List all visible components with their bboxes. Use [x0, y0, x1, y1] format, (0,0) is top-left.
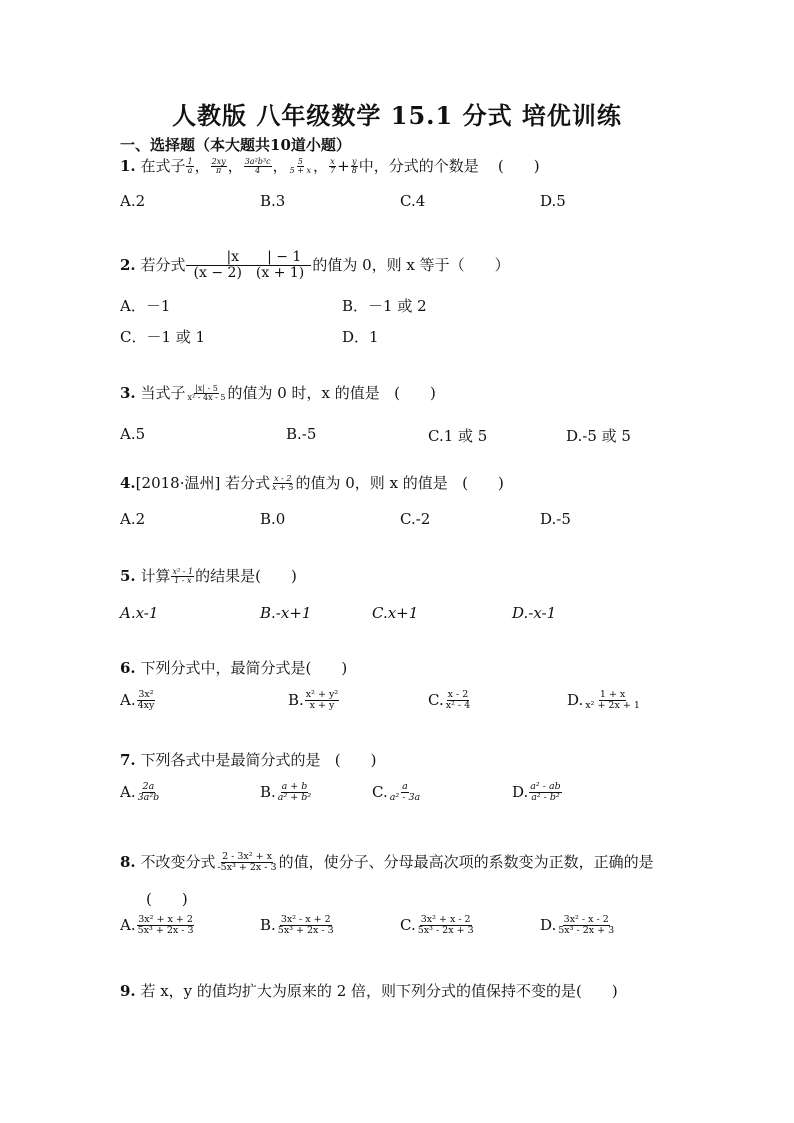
question-6: 6. 下列分式中，最简分式是 ( )	[120, 659, 348, 677]
option-b: B. $\frac{\text{x² + y²}}{x + y}$	[288, 689, 339, 711]
fraction: $\frac{\text{2 - 3x² + x}}{\text{-5x³ + 2x - 3}}$	[217, 851, 277, 873]
option-c: C. $\frac{x - 2}{\text{x² - 4}}$	[428, 689, 471, 711]
option-d: D.-5	[540, 510, 571, 528]
option-b: B.0	[260, 510, 286, 528]
question-4: 4. [2018·温州] 若分式 $\frac{x - 2}{x + 5}$ 的值为 0，则 x 的值是 ( )	[120, 474, 504, 493]
answer-blank: ( )	[255, 567, 297, 586]
option-d: D.-x-1	[512, 604, 557, 622]
option-a: A. $\frac{2a}{\text{3a²b}}$	[120, 781, 160, 803]
section-heading: 一、选择题（本大题共10道小题）	[120, 136, 351, 154]
document-title: 人教版 八年级数学 15.1 分式 培优训练	[172, 101, 622, 130]
fraction: $\frac{|x | - 1}{(x - 2) (x + 1)}$	[186, 250, 311, 280]
option-c: C. $\frac{a}{\text{a² - 3a}}$	[372, 781, 421, 803]
option-b: B.-5	[286, 425, 317, 443]
fraction: $\frac{a + b}{\text{a² + b²}}$	[277, 781, 312, 803]
option-a: A. $\frac{\text{3x²}}{4xy}$	[120, 689, 155, 711]
fraction: $\frac{\text{3x² + x + 2}}{\text{5x³ + 2x - 3}}$	[137, 914, 194, 936]
option-c: C.1 或 5	[428, 427, 488, 445]
fraction: $\frac{2a}{\text{3a²b}}$	[137, 781, 160, 803]
answer-blank: ( )	[462, 474, 504, 493]
fraction: $\frac{2xy}{\pi}$	[211, 157, 226, 176]
option-a: A.x-1	[120, 604, 159, 622]
fraction: $\frac{\text{3x² + x - 2}}{\text{5x³ - 2x + 3}}$	[417, 914, 474, 936]
option-a: A．－1	[120, 297, 171, 315]
question-3: 3. 当式子 $\frac{|x| - 5}{\text{x² - 4x - 5}}$ 的值为 0 时，x 的值是 ( )	[120, 384, 436, 403]
fraction: $\frac{\text{x² + y²}}{x + y}$	[305, 689, 339, 711]
fraction: $\frac{x - 2}{x + 5}$	[272, 474, 294, 493]
option-d: D．1	[342, 328, 379, 346]
option-d: D. $\frac{1 + x}{\text{x² + 2x + 1}}$	[567, 689, 640, 711]
fraction: $\frac{1 + x}{\text{x² + 2x + 1}}$	[585, 689, 640, 711]
answer-blank: ( )	[305, 659, 348, 677]
fraction: $\frac{\text{3x² - x - 2}}{\text{5x³ - 2x + 3}}$	[558, 914, 615, 936]
fraction: $\frac{5}{5 + x}$	[289, 157, 311, 176]
option-c: C.-2	[400, 510, 431, 528]
fraction: $\frac{\text{a² - ab}}{\text{a² - b²}}$	[530, 781, 561, 803]
option-b: B．－1 或 2	[342, 297, 427, 315]
question-number: 3.	[120, 384, 136, 403]
option-b: B.-x+1	[260, 604, 312, 622]
fraction: $\frac{x - 2}{\text{x² - 4}}$	[445, 689, 471, 711]
option-c: C．－1 或 1	[120, 328, 206, 346]
answer-blank: ( )	[576, 982, 618, 1000]
fraction: $\frac{y}{8}$	[351, 157, 357, 176]
question-5: 5. 计算 $\frac{\text{x² - 1}}{1 - x}$ 的结果是 ( )	[120, 567, 297, 586]
fraction: $\frac{a}{\text{a² - 3a}}$	[389, 781, 421, 803]
question-number: 6.	[120, 659, 136, 677]
option-b: B.3	[260, 192, 286, 210]
question-number: 5.	[120, 567, 136, 586]
option-d: D. $\frac{\text{3x² - x - 2}}{\text{5x³ - 2x + 3}}$	[540, 914, 615, 936]
option-a: A.2	[120, 510, 146, 528]
fraction: $\frac{\text{3a²b³c}}{4}$	[244, 157, 271, 176]
option-d: D.-5 或 5	[566, 427, 631, 445]
fraction: $\frac{1}{a}$	[187, 157, 193, 176]
question-number: 8.	[120, 852, 136, 871]
fraction: $\frac{\text{3x²}}{4xy}$	[137, 689, 155, 711]
option-a: A.5	[120, 425, 146, 443]
option-a: A.2	[120, 192, 146, 210]
question-number: 1.	[120, 157, 136, 176]
answer-blank: ( )	[146, 890, 188, 908]
option-c: C. $\frac{\text{3x² + x - 2}}{\text{5x³ - 2x + 3}}$	[400, 914, 474, 936]
option-c: C.4	[400, 192, 426, 210]
question-9: 9. 若 x，y 的值均扩大为原来的 2 倍，则下列分式的值保持不变的是 ( )	[120, 982, 618, 1000]
answer-blank: ( )	[497, 157, 540, 176]
question-number: 9.	[120, 982, 136, 1000]
answer-blank: ( )	[394, 384, 436, 403]
option-d: D. $\frac{\text{a² - ab}}{\text{a² - b²}}$	[512, 781, 561, 803]
question-1: 1. 在式子 $\frac{1}{a}$ ， $\frac{2xy}{\pi}$ ， $\frac{\text{3a²b³c}}{4}$ ， $\frac{5}{5 + x}$ ， $\frac{x}{7}$ + $\frac{y}{8}$ 中，分式的个数是 ( )	[120, 157, 540, 176]
option-d: D.5	[540, 192, 566, 210]
question-number: 2.	[120, 255, 136, 274]
question-number: 4.	[120, 474, 136, 493]
option-b: B. $\frac{\text{3x² - x + 2}}{\text{5x³ + 2x - 3}}$	[260, 914, 334, 936]
option-c: C.x+1	[372, 604, 419, 622]
question-number: 7.	[120, 751, 136, 769]
answer-blank: ( )	[334, 751, 377, 769]
question-8: 8. 不改变分式 $\frac{\text{2 - 3x² + x}}{\text{-5x³ + 2x - 3}}$ 的值，使分子、分母最高次项的系数变为正数，正确的是	[120, 851, 654, 873]
question-2: 2. 若分式 $\frac{|x | - 1}{(x - 2) (x + 1)}$ 的值为 0，则 x 等于（ ）	[120, 249, 510, 281]
question-text: 在式子	[140, 157, 186, 176]
fraction: $\frac{\text{3x² - x + 2}}{\text{5x³ + 2x - 3}}$	[277, 914, 334, 936]
option-a: A. $\frac{\text{3x² + x + 2}}{\text{5x³ + 2x - 3}}$	[120, 914, 194, 936]
option-b: B. $\frac{a + b}{\text{a² + b²}}$	[260, 781, 312, 803]
fraction: $\frac{\text{x² - 1}}{1 - x}$	[172, 567, 194, 586]
fraction: $\frac{x}{7}$	[330, 157, 336, 176]
fraction: $\frac{|x| - 5}{\text{x² - 4x - 5}}$	[187, 384, 226, 403]
question-7: 7. 下列各式中是最简分式的是 ( )	[120, 751, 377, 769]
